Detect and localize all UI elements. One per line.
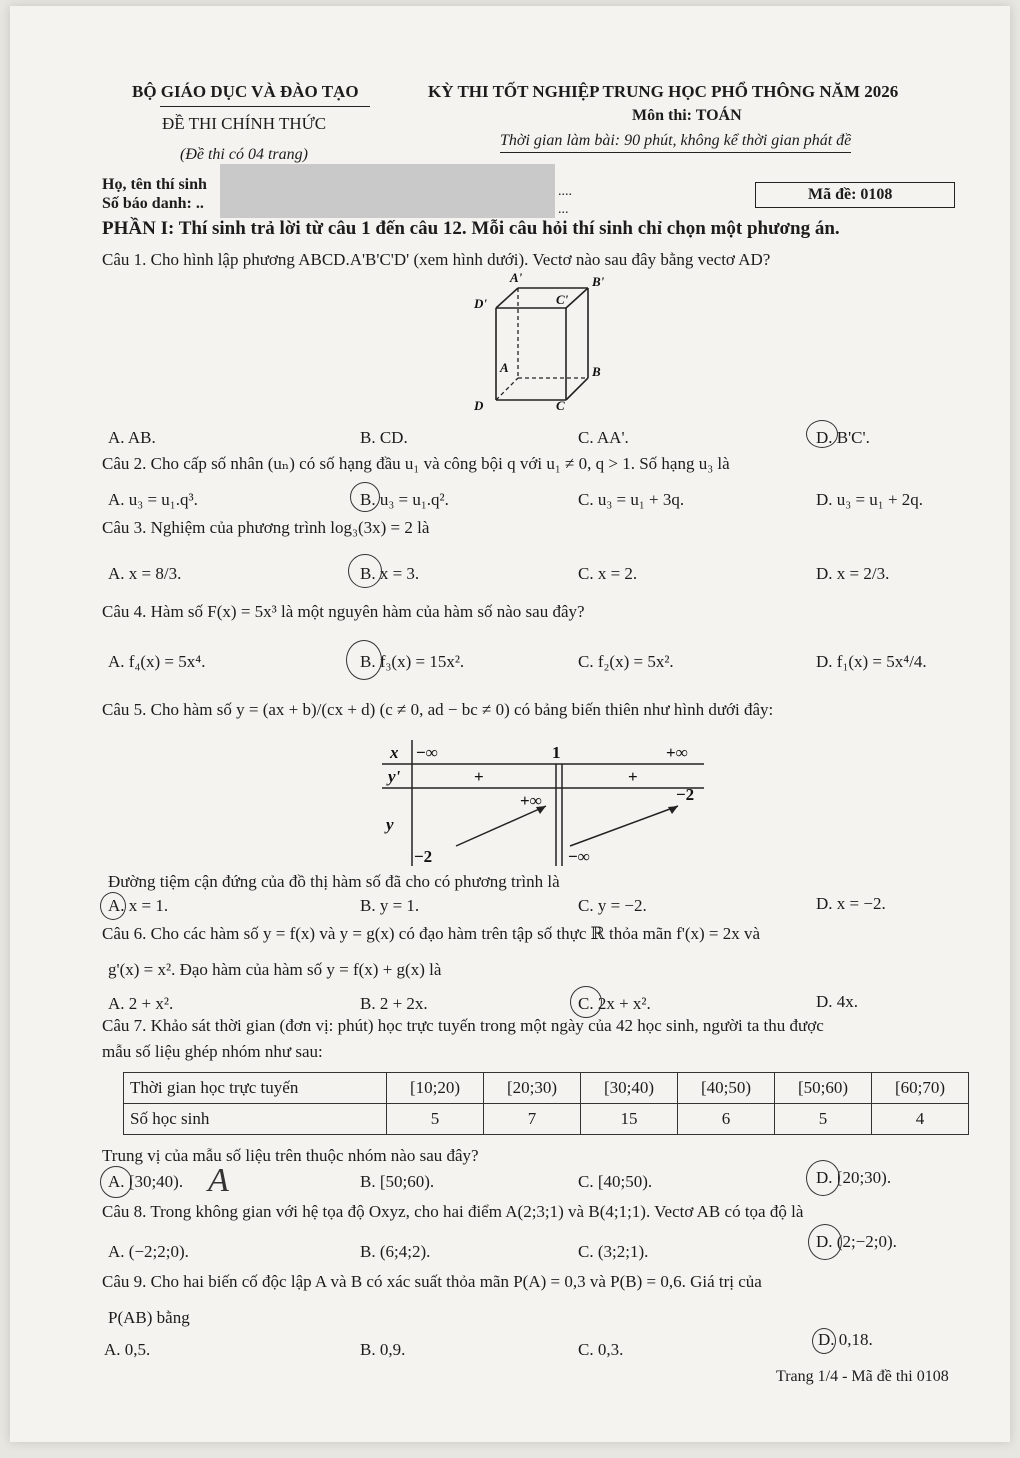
- q9-line2: P(AB) bằng: [108, 1308, 190, 1327]
- answer-circle: [806, 1160, 840, 1196]
- q9-option-d[interactable]: D. 0,18.: [818, 1330, 873, 1349]
- q6-line2: g'(x) = x². Đạo hàm của hàm số y = f(x) + g(x) là: [108, 960, 442, 979]
- cube-label: C': [556, 292, 569, 307]
- cube-label: D': [474, 296, 487, 311]
- q6-option-b[interactable]: B. 2 + 2x.: [360, 994, 428, 1013]
- time-note: Thời gian làm bài: 90 phút, không kể thời gian phát đề: [500, 132, 851, 153]
- cube-label: A': [510, 270, 523, 285]
- answer-circle: [346, 640, 382, 680]
- answer-circle: [808, 1224, 842, 1260]
- q3-stem: Câu 3. Nghiệm của phương trình log₃(3x) = 2 là: [102, 518, 430, 537]
- q8-stem: Câu 8. Trong không gian với hệ tọa độ Oxyz, cho hai điểm A(2;3;1) và B(4;1;1). Vectơ AB có tọa độ là: [102, 1202, 804, 1221]
- q2-stem: Câu 2. Cho cấp số nhân (uₙ) có số hạng đầu u₁ và công bội q với u₁ ≠ 0, q > 1. Số hạng u₃ là: [102, 454, 730, 473]
- group-cell: [50;60): [775, 1073, 872, 1104]
- count-cell: 6: [678, 1104, 775, 1135]
- group-cell: [60;70): [872, 1073, 969, 1104]
- q8-option-b[interactable]: B. (6;4;2).: [360, 1242, 431, 1261]
- q3-option-a[interactable]: A. x = 8/3.: [108, 564, 182, 583]
- count-cell: 5: [387, 1104, 484, 1135]
- q1-option-d[interactable]: D. B'C'.: [816, 428, 870, 447]
- table-x-label: x: [390, 743, 399, 762]
- group-cell: [20;30): [484, 1073, 581, 1104]
- q8-option-a[interactable]: A. (−2;2;0).: [108, 1242, 189, 1261]
- cube-label: A: [500, 360, 509, 375]
- cube-figure: [458, 268, 628, 418]
- q7-option-c[interactable]: C. [40;50).: [578, 1172, 653, 1191]
- q2-option-c[interactable]: C. u₃ = u₁ + 3q.: [578, 490, 685, 509]
- q4-option-d[interactable]: D. f₁(x) = 5x⁴/4.: [816, 652, 927, 671]
- group-cell: [30;40): [581, 1073, 678, 1104]
- q6-line1: Câu 6. Cho các hàm số y = f(x) và y = g(x) có đạo hàm trên tập số thực ℝ thỏa mãn f'(x) = 2x và: [102, 924, 761, 943]
- table-yp-label: y': [388, 767, 401, 786]
- q9-option-a[interactable]: A. 0,5.: [104, 1340, 151, 1359]
- cube-label: B': [592, 274, 605, 289]
- q4-stem: Câu 4. Hàm số F(x) = 5x³ là một nguyên hàm của hàm số nào sau đây?: [102, 602, 585, 621]
- answer-circle: [348, 554, 382, 588]
- q4-option-a[interactable]: A. f₄(x) = 5x⁴.: [108, 652, 206, 671]
- q9-option-c[interactable]: C. 0,3.: [578, 1340, 624, 1359]
- answer-circle: [806, 420, 838, 448]
- pages-note: (Đề thi có 04 trang): [180, 146, 308, 163]
- part1-heading: PHẦN I: Thí sinh trả lời từ câu 1 đến câu 12. Mỗi câu hỏi thí sinh chỉ chọn một phương án.: [102, 218, 840, 239]
- cube-label: D: [474, 398, 484, 413]
- q8-option-c[interactable]: C. (3;2;1).: [578, 1242, 649, 1261]
- q3-option-d[interactable]: D. x = 2/3.: [816, 564, 890, 583]
- q5-option-d[interactable]: D. x = −2.: [816, 894, 886, 913]
- table-row: [124, 1073, 969, 1104]
- q2-option-b[interactable]: B. u₃ = u₁.q².: [360, 490, 449, 509]
- q3-option-b[interactable]: B. x = 3.: [360, 564, 420, 583]
- q7-option-a[interactable]: A. [30;40).: [108, 1172, 184, 1191]
- group-cell: [10;20): [387, 1073, 484, 1104]
- yp-sign: +: [474, 767, 484, 786]
- q5-stem: Câu 5. Cho hàm số y = (ax + b)/(cx + d) (c ≠ 0, ad − bc ≠ 0) có bảng biến thiên như hình dưới đây:: [102, 700, 774, 719]
- answer-circle: [100, 1166, 132, 1198]
- row-label: Số học sinh: [124, 1104, 387, 1135]
- x-value: 1: [552, 743, 561, 762]
- x-value: +∞: [666, 743, 688, 762]
- group-cell: [40;50): [678, 1073, 775, 1104]
- x-value: −∞: [416, 743, 438, 762]
- q9-option-b[interactable]: B. 0,9.: [360, 1340, 406, 1359]
- handwritten-answer: A: [208, 1162, 229, 1199]
- answer-circle: [812, 1328, 836, 1354]
- q5-option-c[interactable]: C. y = −2.: [578, 896, 647, 915]
- q7-ask: Trung vị của mẫu số liệu trên thuộc nhóm nào sau đây?: [102, 1146, 479, 1165]
- header-rule: [160, 106, 370, 107]
- exam-page: [10, 6, 1010, 1442]
- count-cell: 4: [872, 1104, 969, 1135]
- dots: ....: [558, 184, 572, 199]
- q7-option-d[interactable]: D. [20;30).: [816, 1168, 892, 1187]
- page-footer: Trang 1/4 - Mã đề thi 0108: [776, 1368, 949, 1385]
- q4-option-b[interactable]: B. f₃(x) = 15x².: [360, 652, 465, 671]
- table-row: [124, 1104, 969, 1135]
- y-value: −∞: [568, 847, 590, 866]
- answer-circle: [350, 482, 380, 512]
- q9-line1: Câu 9. Cho hai biến cố độc lập A và B có xác suất thỏa mãn P(A) = 0,3 và P(B) = 0,6. Giá trị của: [102, 1272, 762, 1291]
- q7-option-b[interactable]: B. [50;60).: [360, 1172, 435, 1191]
- row-label: Thời gian học trực tuyến: [124, 1073, 387, 1104]
- q4-option-c[interactable]: C. f₂(x) = 5x².: [578, 652, 674, 671]
- dots: ...: [558, 202, 569, 217]
- answer-circle: [570, 986, 602, 1018]
- subject-label: Môn thi: TOÁN: [632, 107, 742, 124]
- q5-ask: Đường tiệm cận đứng của đồ thị hàm số đã cho có phương trình là: [108, 872, 560, 891]
- q2-option-d[interactable]: D. u₃ = u₁ + 2q.: [816, 490, 924, 509]
- exam-code-box: Mã đề: 0108: [755, 182, 955, 208]
- candidate-id-label: Số báo danh: ..: [102, 195, 204, 212]
- answer-circle: [100, 892, 126, 920]
- q5-option-a[interactable]: A. x = 1.: [108, 896, 169, 915]
- q2-option-a[interactable]: A. u₃ = u₁.q³.: [108, 490, 198, 509]
- count-cell: 5: [775, 1104, 872, 1135]
- count-cell: 15: [581, 1104, 678, 1135]
- ministry-name: BỘ GIÁO DỤC VÀ ĐÀO TẠO: [132, 82, 359, 101]
- q5-option-b[interactable]: B. y = 1.: [360, 896, 420, 915]
- redacted-block: [220, 164, 555, 218]
- y-value: −2: [676, 785, 695, 804]
- q7-line2: mẫu số liệu ghép nhóm như sau:: [102, 1042, 323, 1061]
- q8-option-d[interactable]: D. (2;−2;0).: [816, 1232, 897, 1251]
- candidate-name-label: Họ, tên thí sinh: [102, 176, 207, 193]
- cube-label: C: [556, 398, 565, 413]
- q1-option-c[interactable]: C. AA'.: [578, 428, 629, 447]
- y-value: −2: [414, 847, 433, 866]
- y-value: +∞: [520, 791, 542, 810]
- q7-line1: Câu 7. Khảo sát thời gian (đơn vị: phút) học trực tuyến trong một ngày của 42 học sinh, người ta thu được: [102, 1016, 824, 1035]
- exam-title: KỲ THI TỐT NGHIỆP TRUNG HỌC PHỔ THÔNG NĂM 2026: [428, 82, 899, 101]
- cube-label: B: [592, 364, 601, 379]
- q3-option-c[interactable]: C. x = 2.: [578, 564, 638, 583]
- frequency-table: [123, 1072, 969, 1135]
- q6-option-c[interactable]: C. 2x + x².: [578, 994, 651, 1013]
- q1-option-b[interactable]: B. CD.: [360, 428, 408, 447]
- variation-table: [378, 738, 708, 870]
- q1-option-a[interactable]: A. AB.: [108, 428, 156, 447]
- official-label: ĐỀ THI CHÍNH THỨC: [162, 114, 327, 133]
- q6-option-d[interactable]: D. 4x.: [816, 992, 859, 1011]
- table-y-label: y: [386, 815, 394, 834]
- yp-sign: +: [628, 767, 638, 786]
- q1-stem: Câu 1. Cho hình lập phương ABCD.A'B'C'D' (xem hình dưới). Vectơ nào sau đây bằng vectơ AD?: [102, 250, 771, 269]
- q6-option-a[interactable]: A. 2 + x².: [108, 994, 174, 1013]
- count-cell: 7: [484, 1104, 581, 1135]
